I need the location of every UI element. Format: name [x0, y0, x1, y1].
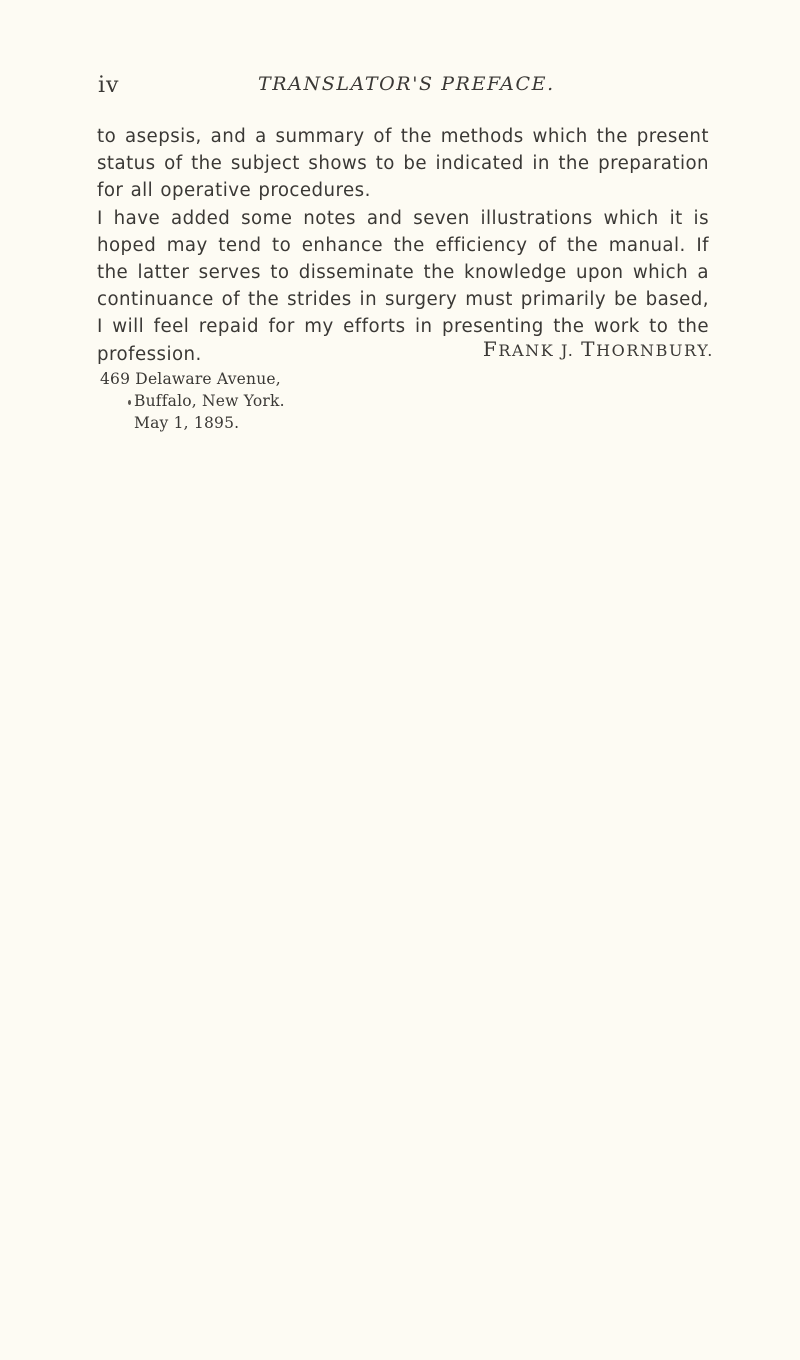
address-street: 469 Delaware Avenue, — [100, 370, 281, 388]
signature-last-rest: HORNBURY. — [596, 341, 714, 360]
paragraph: I have added some notes and seven illustrations which it is hoped may tend to enhance the efficiency of the manual. If the latter serves to disseminate the knowledge upon which a continuance of the strides in surgery must primarily be based, I will feel repaid for my efforts in presenting the work to the profession. — [97, 207, 709, 365]
signature-first-rest: RANK — [498, 341, 555, 360]
signature-last-initial: T — [581, 337, 597, 361]
signature-first-initial: F — [482, 337, 499, 361]
paragraph-continued: to asepsis, and a summary of the methods which the present status of the subject shows to be indicated in the preparation for all operative procedures. — [97, 126, 709, 202]
page-header — [98, 73, 718, 103]
address-date: May 1, 1895. — [134, 414, 240, 432]
page-number: iv — [98, 73, 120, 98]
signature — [483, 337, 714, 361]
body-text — [97, 123, 709, 368]
signature-middle-initial: J. — [560, 341, 575, 360]
ink-speck — [128, 400, 131, 405]
address-city: Buffalo, New York. — [134, 392, 285, 410]
running-title: TRANSLATOR'S PREFACE. — [258, 73, 555, 95]
